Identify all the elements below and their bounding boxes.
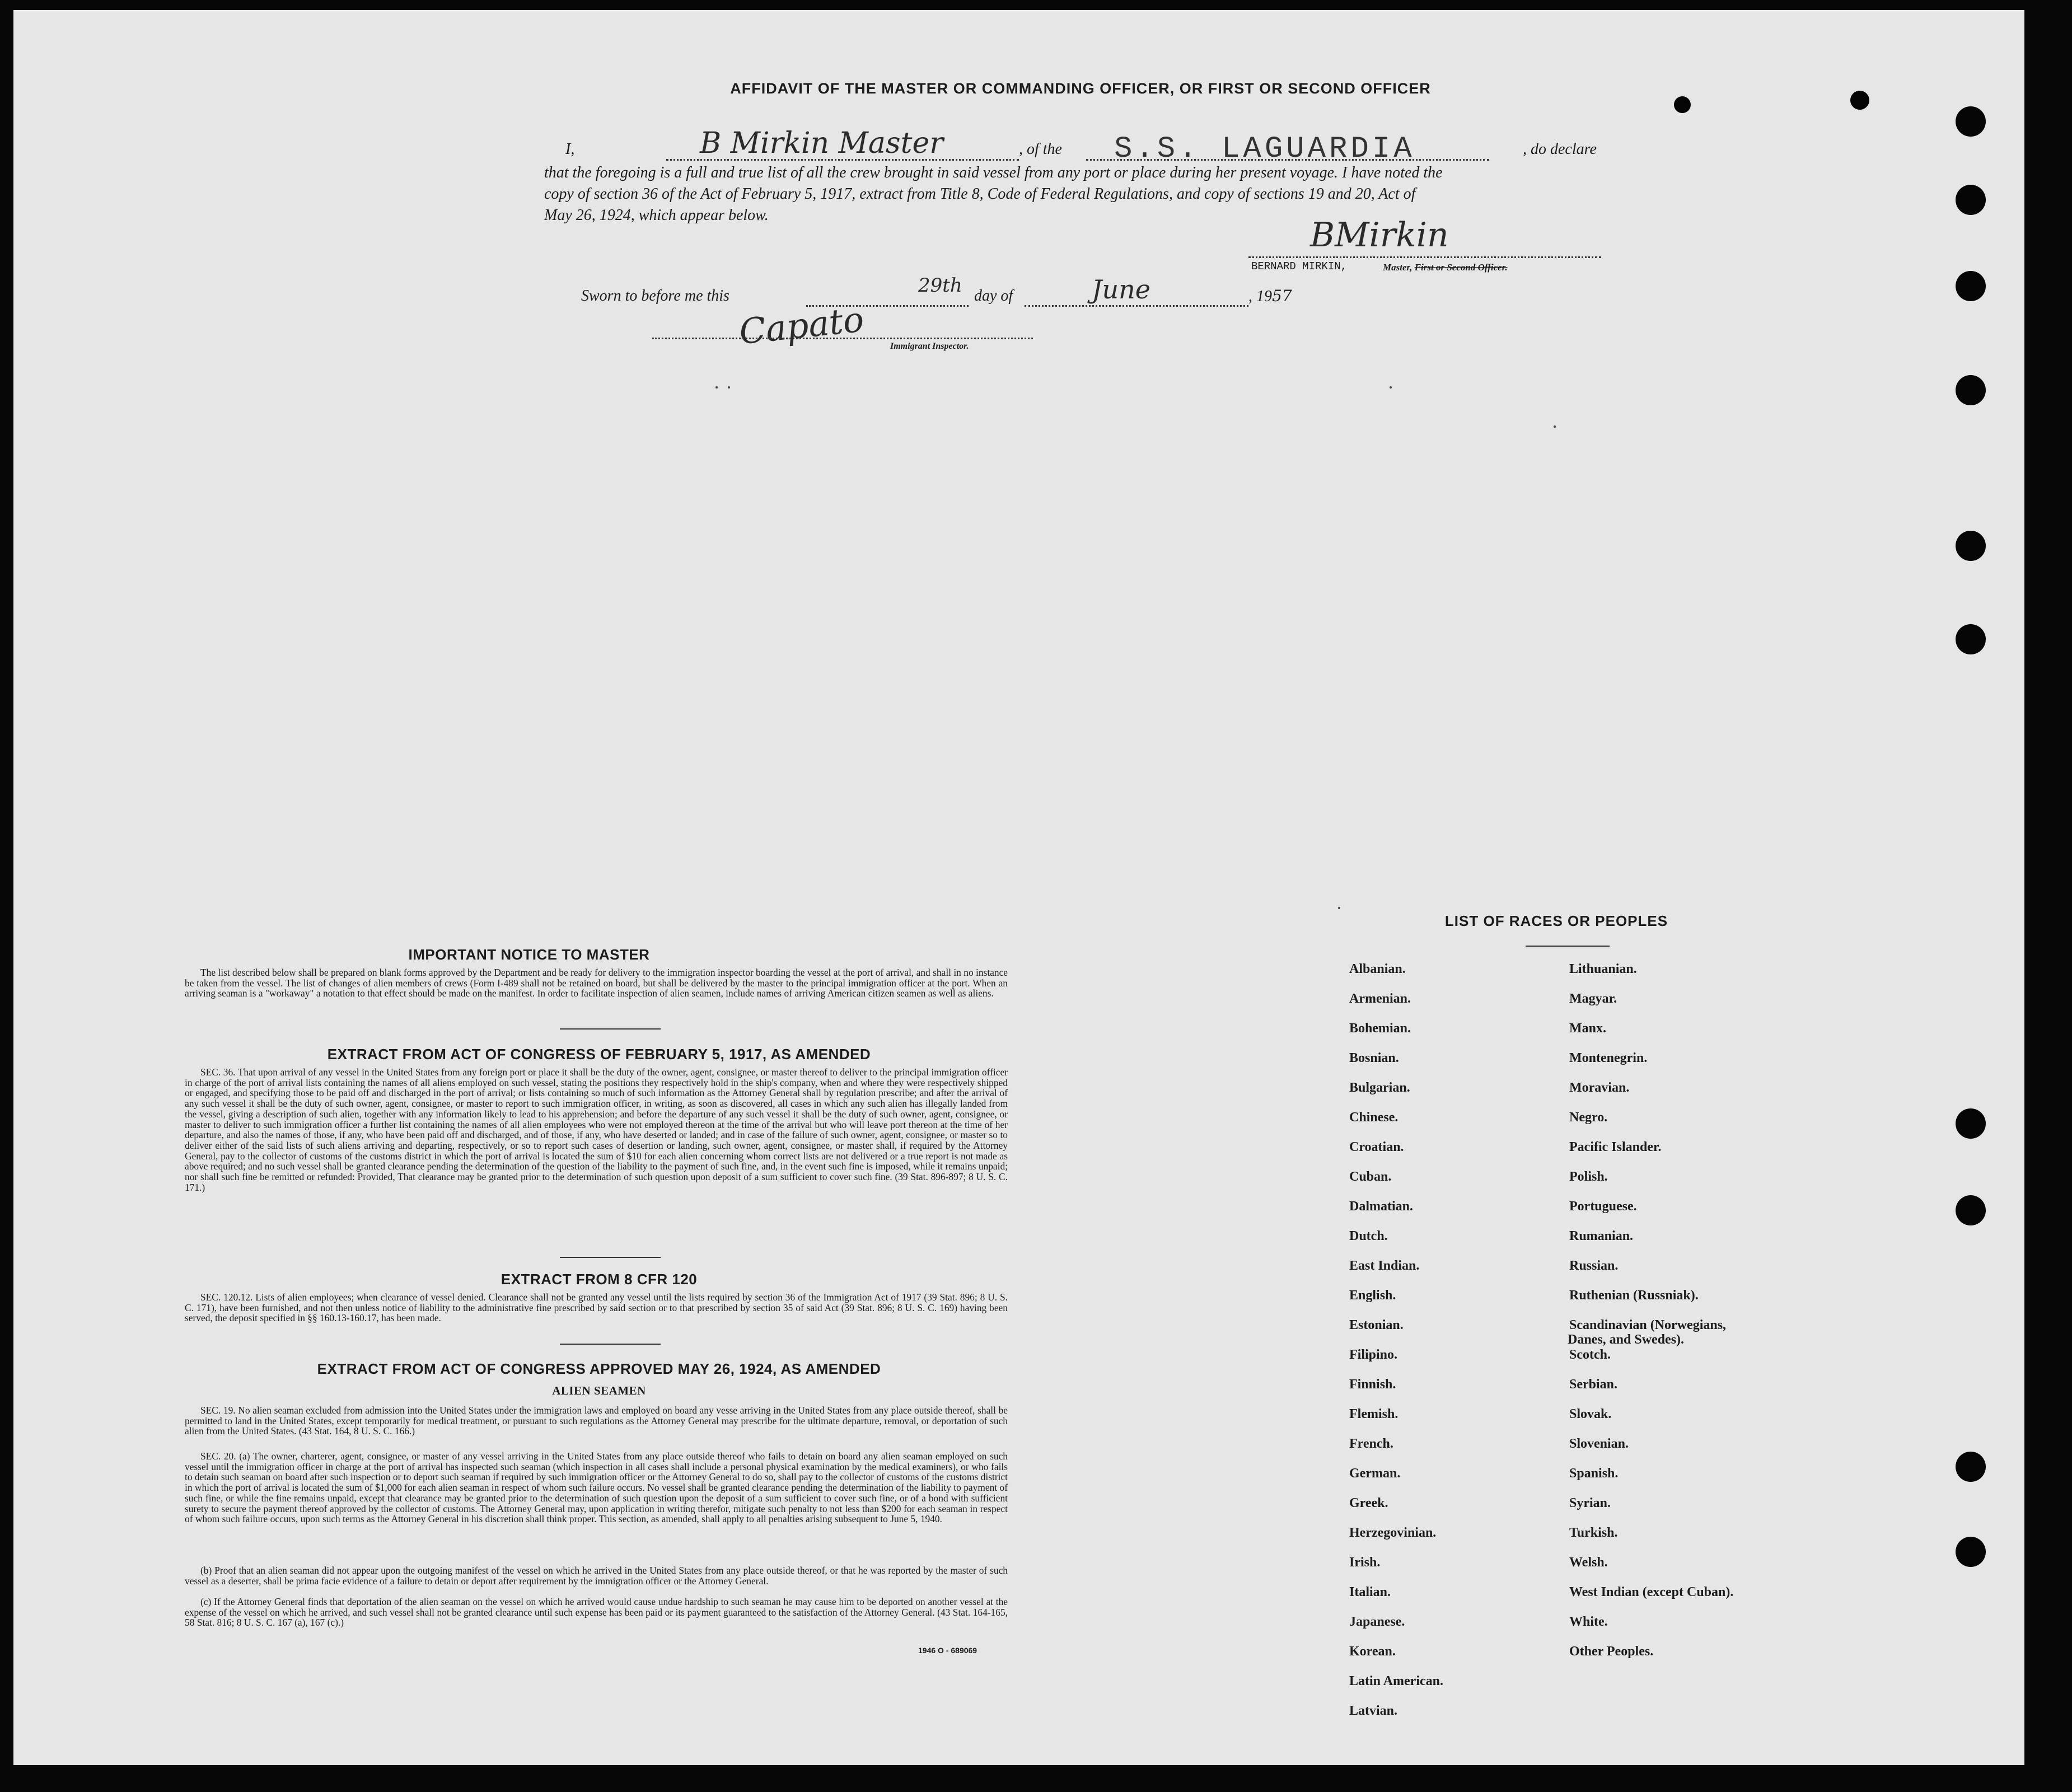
extract-1924-title: EXTRACT FROM ACT OF CONGRESS APPROVED MAY 26, 1924, AS AMENDED xyxy=(317,1360,881,1377)
speck xyxy=(1338,907,1340,909)
race-item: Pacific Islander. xyxy=(1569,1140,1662,1154)
binder-hole xyxy=(1956,106,1986,137)
speck xyxy=(728,386,730,389)
of-the-label: , of the xyxy=(1019,141,1062,158)
race-item: Latvian. xyxy=(1349,1704,1398,1718)
race-item: Armenian. xyxy=(1349,991,1411,1006)
race-item: French. xyxy=(1349,1437,1393,1451)
binder-hole xyxy=(1956,1452,1986,1482)
extract-cfr-text: SEC. 120.12. Lists of alien employees; when clearance of vessel denied. Clearance shall not be granted any vessel until the lists required by section 36 of the Immigration Act of 1917 (39 Stat. 896; 8 U. S. C. 171), have been furnished, and not then unless notice of liability to the administrative fine prescribed by said section or to that prescribed by section 35 of said Act (39 Stat. 896; 8 U. S. C. 169) having been served, the deposit specified in §§ 160.13-160.17, has been made. xyxy=(185,1292,1008,1324)
year-suffix: 57 xyxy=(1272,287,1292,305)
extract-cfr-title: EXTRACT FROM 8 CFR 120 xyxy=(501,1271,698,1288)
race-item: Spanish. xyxy=(1569,1466,1619,1481)
affidavit-title: AFFIDAVIT OF THE MASTER OR COMMANDING OFFICER, OR FIRST OR SECOND OFFICER xyxy=(730,80,1431,97)
race-item: Cuban. xyxy=(1349,1169,1392,1184)
race-item: Japanese. xyxy=(1349,1615,1405,1629)
officer-handwriting: B Mirkin Master xyxy=(700,127,944,160)
divider xyxy=(560,1257,661,1258)
race-item: Flemish. xyxy=(1349,1407,1399,1421)
extract-1924-subtitle: ALIEN SEAMEN xyxy=(552,1384,646,1397)
race-item: Greek. xyxy=(1349,1496,1388,1510)
binder-hole xyxy=(1956,531,1986,561)
race-item: Latin American. xyxy=(1349,1674,1443,1688)
master-printed-name: BERNARD MIRKIN, xyxy=(1251,260,1348,273)
binder-hole xyxy=(1850,91,1869,110)
print-code: 1946 O - 689069 xyxy=(918,1646,977,1655)
race-item: Herzegovinian. xyxy=(1349,1526,1437,1540)
race-item: Lithuanian. xyxy=(1569,962,1637,976)
extract-1924-sec20a: SEC. 20. (a) The owner, charterer, agent, consignee, or master of any vessel arriving in the United States from any place outside thereof who fails to detain on board any alien seaman employed on such vessel until the immigration officer in charge at the port of arrival has inspected such seaman (which inspection in all cases shall include a personal physical examination by the medical examiners), or who fails to detain such seaman on board after such inspection or to deport such seaman if required by such immigration officer or the Attorney General to do so, shall pay to the collector of customs of the customs district in which the port of arrival is located the sum of $1,000 for each alien seaman in respect of whom such failure occurs. No vessel shall be granted clearance pending the determination of the liability to payment of such fine, or while the fine remains unpaid, except that clearance may be granted prior to the determination of such question upon the deposit of a sum sufficient to cover such fine, or of a bond with sufficient surety to secure the payment thereof approved by the collector of customs. The Attorney General may, upon application in writing therefor, mitigate such penalty to not less than $200 for each seaman in respect of whom such failure occurs, upon such terms as the Attorney General in his discretion shall think proper. This section, as amended, shall apply to all penalties arising subsequent to June 5, 1940. xyxy=(185,1451,1008,1525)
declaration-line-2: copy of section 36 of the Act of February 5, 1917, extract from Title 8, Code of Federal Regulations, and copy of sections 19 and 20, Act of xyxy=(544,185,1416,203)
race-item: West Indian (except Cuban). xyxy=(1569,1585,1734,1599)
binder-hole xyxy=(1956,1108,1986,1139)
binder-hole xyxy=(1956,1195,1986,1225)
master-signature: BMirkin xyxy=(1310,216,1449,255)
race-item: German. xyxy=(1349,1466,1401,1481)
race-item: Serbian. xyxy=(1569,1377,1618,1392)
binder-hole xyxy=(1956,624,1986,654)
binder-hole xyxy=(1674,96,1691,113)
race-item: Ruthenian (Russniak). xyxy=(1569,1288,1699,1303)
race-item: Dutch. xyxy=(1349,1229,1388,1243)
day-of-label: day of xyxy=(974,287,1013,305)
race-item: Estonian. xyxy=(1349,1318,1404,1332)
do-declare-label: , do declare xyxy=(1523,141,1597,158)
extract-1924-sec19: SEC. 19. No alien seaman excluded from admission into the United States under the immigration laws and employed on board any vesse arriving in the United States from any place outside thereof, shall be permitted to land in the United States, except temporarily for medical treatment, or pursuant to such regulations as the Attorney General may prescribe for the ultimate departure, removal, or deportation of such alien from the United States. (43 Stat. 164, 8 U. S. C. 166.) xyxy=(185,1405,1008,1437)
master-role-prefix: Master, xyxy=(1383,262,1415,273)
race-item: Montenegrin. xyxy=(1569,1051,1648,1065)
inspector-dotline xyxy=(652,338,1033,339)
inspector-label: Immigrant Inspector. xyxy=(890,341,969,351)
race-item: Moravian. xyxy=(1569,1080,1630,1095)
race-item: Scotch. xyxy=(1569,1347,1611,1362)
race-item: Danes, and Swedes). xyxy=(1568,1332,1685,1347)
race-item: Albanian. xyxy=(1349,962,1406,976)
race-item: Finnish. xyxy=(1349,1377,1396,1392)
race-item: Slovenian. xyxy=(1569,1437,1629,1451)
divider xyxy=(560,1028,661,1030)
inspector-signature: Capato xyxy=(737,298,866,353)
sworn-day: 29th xyxy=(918,274,962,297)
year-prefix: , 19 xyxy=(1248,288,1272,305)
master-role xyxy=(1383,262,1508,273)
notice-title: IMPORTANT NOTICE TO MASTER xyxy=(408,946,650,963)
binder-hole xyxy=(1956,185,1986,215)
race-item: Scandinavian (Norwegians, xyxy=(1569,1318,1727,1332)
sworn-month: June xyxy=(1092,274,1150,305)
race-item: Bosnian. xyxy=(1349,1051,1399,1065)
speck xyxy=(1390,386,1392,389)
extract-1917-text: SEC. 36. That upon arrival of any vessel in the United States from any foreign port or place it shall be the duty of the owner, agent, consignee, or master thereof to deliver to the principal immigration officer in charge of the port of arrival lists containing the names of all aliens employed on such vessel, stating the positions they respectively hold in the ship's company, when and where they were respectively shipped or engaged, and specifying those to be paid off and discharged in the port of arrival; or lists containing so much of such information as the Attorney General shall by regulation prescribe; and after the arrival of any such vessel it shall be the duty of such owner, agent, consignee, or master to report to such immigration officer, in writing, as soon as discovered, all cases in which any such alien has illegally landed from the vessel, giving a description of such alien, together with any information likely to lead to his apprehension; and before the departure of any such vessel it shall be the duty of such owner, agent, consignee, or master to deliver to such immigration officer a further list containing the names of all alien employees who were not employed thereon at the time of the arrival but who will leave port thereon at the time of her departure, and also the names of those, if any, who have been paid off and discharged, and of those, if any, who have deserted or landed; and in case of the failure of such owner, agent, consignee, or master so to deliver either of the said lists of such aliens arriving and departing, respectively, or so to report such cases of desertion or landing, such owner, agent, consignee, or master shall, if required by the Attorney General, pay to the collector of customs of the customs district in which the port of arrival is located the sum of $10 for each alien concerning whom correct lists are not delivered or a true report is not made as above required; and no such vessel shall be granted clearance pending the determination of the question of the liability to the payment of such fine, and, in the event such fine is imposed, while it remains unpaid; nor shall such fine be remitted or refunded: Provided, That clearance may be granted prior to the determination of such question upon deposit of a sum sufficient to cover such fine. (39 Stat. 896-897; 8 U. S. C. 171.) xyxy=(185,1066,1008,1193)
race-item: Negro. xyxy=(1569,1110,1608,1125)
race-item: Korean. xyxy=(1349,1644,1396,1659)
speck xyxy=(715,386,718,389)
race-item: Turkish. xyxy=(1569,1526,1618,1540)
sworn-label: Sworn to before me this xyxy=(581,287,729,305)
race-item: Bohemian. xyxy=(1349,1021,1411,1036)
race-item: English. xyxy=(1349,1288,1396,1303)
race-item: Chinese. xyxy=(1349,1110,1399,1125)
races-title: LIST OF RACES OR PEOPLES xyxy=(1444,913,1668,929)
notice-text: The list described below shall be prepared on blank forms approved by the Department and be ready for delivery to the immigration inspector boarding the vessel at the port of arrival, and shall in no instance be taken from the vessel. The list of changes of alien members of crews (Form I-489 shall not be retained on board, but shall be delivered by the master to the principal immigration officer at the port. When an arriving seaman is a "workaway" a notation to that effect should be made on the manifest. In order to facilitate inspection of alien seamen, include names of arriving American citizen seamen as well as aliens. xyxy=(185,967,1008,999)
race-item: Polish. xyxy=(1569,1169,1608,1184)
race-item: Other Peoples. xyxy=(1569,1644,1654,1659)
extract-1917-title: EXTRACT FROM ACT OF CONGRESS OF FEBRUARY 5, 1917, AS AMENDED xyxy=(327,1046,871,1063)
race-item: Croatian. xyxy=(1349,1140,1404,1154)
race-item: Portuguese. xyxy=(1569,1199,1637,1214)
binder-hole xyxy=(1956,1537,1986,1567)
divider xyxy=(560,1344,661,1345)
race-item: Italian. xyxy=(1349,1585,1391,1599)
race-item: Slovak. xyxy=(1569,1407,1612,1421)
i-label: I, xyxy=(565,141,575,158)
extract-1924-sec20c: (c) If the Attorney General finds that deportation of the alien seaman on the vessel on which he arrived would cause undue hardship to such seaman he may cause him to be deported on another vessel at the expense of the vessel on which he arrived, and such vessel shall not be granted clearance until such expense has been paid or its payment guaranteed to the satisfaction of the Attorney General. (43 Stat. 164-165, 58 Stat. 816; 8 U. S. C. 167 (a), 167 (c).) xyxy=(185,1596,1008,1629)
divider xyxy=(1526,946,1610,947)
race-item: Syrian. xyxy=(1569,1496,1611,1510)
master-dotline xyxy=(1248,256,1601,258)
month-dotline xyxy=(1025,305,1248,307)
race-item: White. xyxy=(1569,1615,1608,1629)
speck xyxy=(1554,425,1556,428)
binder-hole xyxy=(1956,375,1986,405)
declaration-line-3: May 26, 1924, which appear below. xyxy=(544,207,769,224)
race-item: Rumanian. xyxy=(1569,1229,1634,1243)
race-item: Dalmatian. xyxy=(1349,1199,1413,1214)
race-item: Welsh. xyxy=(1569,1555,1608,1570)
binder-hole xyxy=(1956,271,1986,301)
race-item: Manx. xyxy=(1569,1021,1606,1036)
declaration-line-1: that the foregoing is a full and true list of all the crew brought in said vessel from any port or place during her present voyage. I have noted the xyxy=(544,164,1443,181)
race-item: Irish. xyxy=(1349,1555,1381,1570)
race-item: Bulgarian. xyxy=(1349,1080,1410,1095)
master-role-struck: First or Second Officer. xyxy=(1414,262,1508,273)
vessel-name: S.S. LAGUARDIA xyxy=(1114,132,1415,166)
race-item: Russian. xyxy=(1569,1258,1619,1273)
year-label xyxy=(1248,286,1292,307)
extract-1924-sec20b: (b) Proof that an alien seaman did not appear upon the outgoing manifest of the vessel on which he arrived in the United States from any place outside thereof, or that he was reported by the master of such vessel as a deserter, shall be prima facie evidence of a failure to detain or deport after requirement by the immigration officer or the Attorney General. xyxy=(185,1565,1008,1587)
race-item: Filipino. xyxy=(1349,1347,1398,1362)
race-item: East Indian. xyxy=(1349,1258,1420,1273)
race-item: Magyar. xyxy=(1569,991,1617,1006)
